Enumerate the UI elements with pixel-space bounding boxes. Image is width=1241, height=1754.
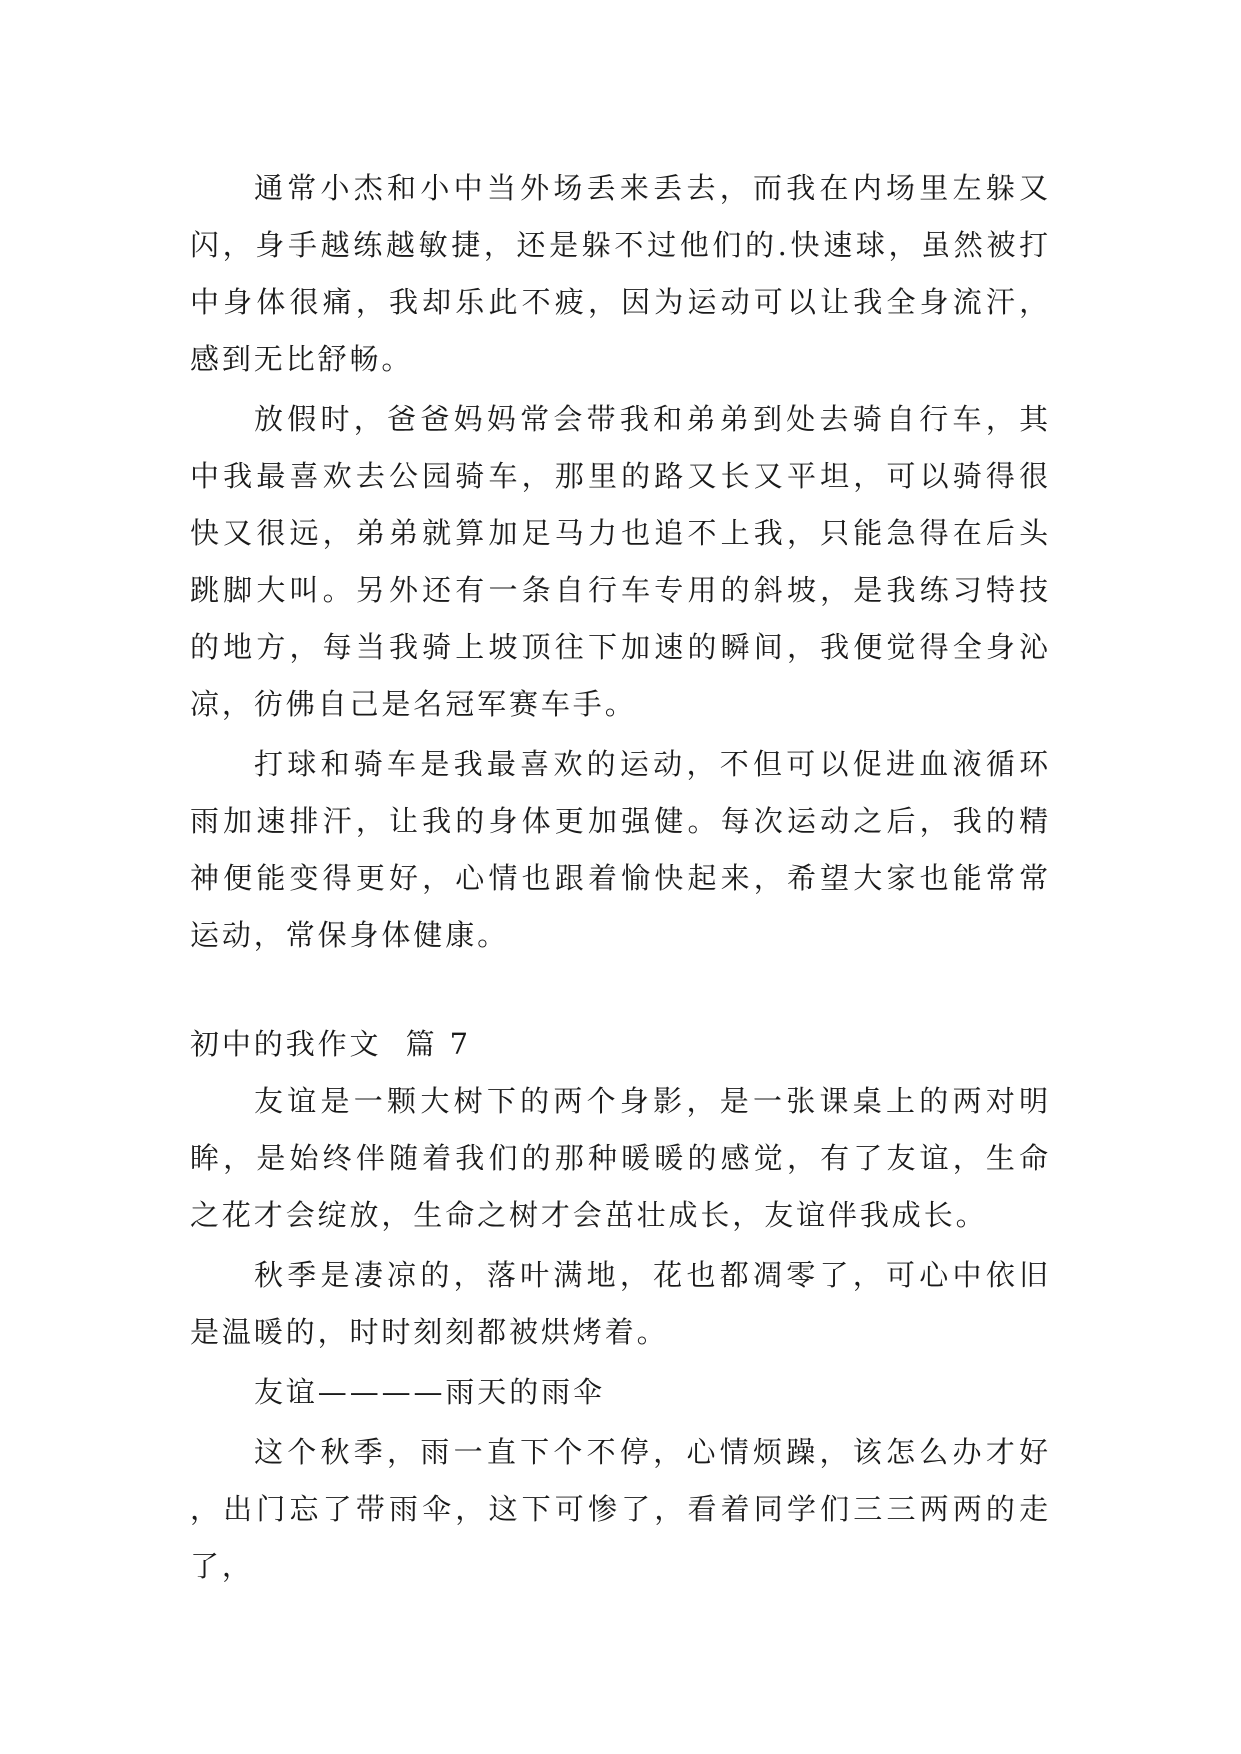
paragraph-rainy-autumn: 这个秋季，雨一直下个不停，心情烦躁，该怎么办才好，出门忘了带雨伞，这下可惨了，看着同学们三三两两的走了，: [190, 1435, 1051, 1583]
paragraph-cycling: 放假时，爸爸妈妈常会带我和弟弟到处去骑自行车，其中我最喜欢去公园骑车，那里的路又长又平坦，可以骑得很快又很远，弟弟就算加足马力也追不上我，只能急得在后头跳脚大叫。另外还有一条自行车专用的斜坡，是我练习特技的地方，每当我骑上坡顶往下加速的瞬间，我便觉得全身沁凉，彷佛自己是名冠军赛车手。: [190, 402, 1051, 721]
paragraph-ball-game: 通常小杰和小中当外场丢来丢去，而我在内场里左躲又闪，身手越练越敏捷，还是躲不过他们的.快速球，虽然被打中身体很痛，我却乐此不疲，因为运动可以让我全身流汗，感到无比舒畅。: [190, 171, 1051, 376]
paragraph-friendship-intro: 友谊是一颗大树下的两个身影，是一张课桌上的两对明眸，是始终伴随着我们的那种暖暖的感觉，有了友谊，生命之花才会绽放，生命之树才会茁壮成长，友谊伴我成长。: [190, 1084, 1051, 1232]
paragraph-autumn: 秋季是凄凉的，落叶满地，花也都凋零了，可心中依旧是温暖的，时时刻刻都被烘烤着。: [190, 1258, 1051, 1349]
subheading-rain-umbrella: 友谊————雨天的雨伞: [254, 1375, 605, 1409]
paragraph-exercise-benefits: 打球和骑车是我最喜欢的运动，不但可以促进血液循环雨加速排汗，让我的身体更加强健。每次运动之后，我的精神便能变得更好，心情也跟着愉快起来，希望大家也能常常运动，常保身体健康。: [190, 747, 1051, 952]
section-heading: 初中的我作文 篇 7: [190, 1027, 472, 1061]
document-page: [190, 160, 1051, 1595]
